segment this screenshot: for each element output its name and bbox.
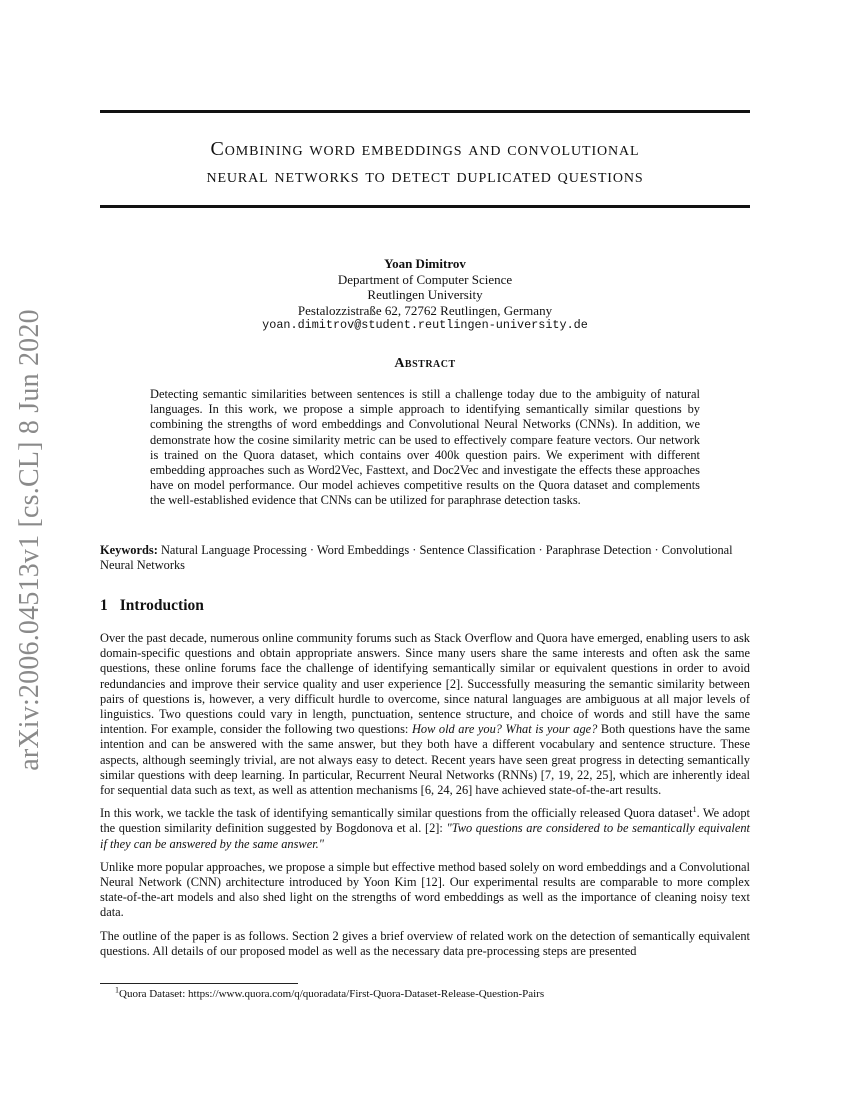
keywords-list: Natural Language Processing · Word Embeddings · Sentence Classification · Paraphrase Detection · Convolutional Neural Networks	[100, 543, 733, 573]
author-block	[100, 256, 750, 334]
title-top-rule	[100, 110, 750, 113]
footnote	[115, 985, 545, 1001]
keywords	[100, 543, 750, 573]
paragraph-1	[100, 631, 750, 798]
section-body	[100, 631, 750, 967]
section-heading	[100, 597, 204, 615]
author-address: Pestalozzistraße 62, 72762 Reutlingen, Germany	[297, 302, 553, 318]
p2-part-b: . We adopt the question similarity definition suggested by Bogdonova et al. [2]:	[100, 806, 750, 836]
footnote-rule	[100, 983, 298, 984]
title-bottom-rule	[100, 205, 750, 208]
abstract-heading: Abstract	[394, 356, 456, 371]
section-number: 1	[100, 597, 108, 614]
p1-example-questions: How old are you? What is your age?	[411, 722, 598, 737]
title-line-2: neural networks to detect duplicated questions	[206, 165, 644, 187]
p2-part-a: In this work, we tackle the task of identifying semantically similar questions from the officially released Quora dataset	[100, 806, 693, 821]
p2-definition-quote: "Two questions are considered to be semantically equivalent if they can be answered by the same answer."	[100, 821, 750, 851]
author-email[interactable]: yoan.dimitrov@student.reutlingen-university.de	[262, 318, 588, 332]
title-line-1: Combining word embeddings and convolutional	[210, 138, 640, 160]
author-university: Reutlingen University	[367, 287, 483, 302]
arxiv-id-text: arXiv:2006.04513v1 [cs.CL] 8 Jun 2020	[14, 309, 45, 771]
p1-part-b: Both questions have the same intention and can be answered with the same answer, but they both have a different vocabulary and sentence structure. These aspects, although seemingly trivial, are not always easy to detect. Recent years have seen great progress in detecting semantically similar questions with deep learning. In particular, Recurrent Neural Networks (RNNs) [7, 19, 22, 25], which are inherently ideal for sequential data such as text, as well as attention mechanisms [6, 24, 26] have achieved state-of-the-art results.	[100, 722, 750, 798]
keywords-label: Keywords:	[100, 543, 158, 557]
p1-part-a: Over the past decade, numerous online community forums such as Stack Overflow and Quora have emerged, enabling users to ask domain-specific questions and obtain appropriate answers. Since many users share the same interests and often ask the same questions, these online forums face the challenge of identifying semantically similar or equivalent questions in order to avoid redundancies and improve their service quality and user experience [2]. Successfully measuring the semantic similarity between pairs of questions is, however, a very difficult hurdle to overcome, since natural languages are ambiguous at all major levels of linguistics. Two questions could vary in length, punctuation, sentence structure, and choice of words and still have the same intention. For example, consider the following two questions:	[100, 631, 750, 737]
author-name: Yoan Dimitrov	[384, 256, 466, 271]
paper-title	[100, 136, 750, 190]
footnote-marker: 1	[115, 985, 119, 995]
author-department: Department of Computer Science	[337, 271, 513, 287]
paragraph-4: The outline of the paper is as follows. Section 2 gives a brief overview of related work on the detection of semantically equivalent questions. All details of our proposed model as well as the necessary data pre-processing steps are presented	[100, 928, 750, 958]
footnote-ref[interactable]: 1	[692, 805, 697, 815]
paragraph-3: Unlike more popular approaches, we propose a simple but effective method based solely on word embeddings and a Convolutional Neural Network (CNN) architecture introduced by Yoon Kim [12]. Our experimental results are comparable to more complex state-of-the-art models and also shed light on the strengths of word embeddings as well as the importance of cleaning noisy text data.	[100, 859, 750, 920]
abstract-text: Detecting semantic similarities between sentences is still a challenge today due to the ambiguity of natural languages. In this work, we propose a simple approach to identifying semantically similar questions by combining the strengths of word embeddings and Convolutional Neural Networks (CNNs). In addition, we demonstrate how the cosine similarity metric can be used to effectively compare feature vectors. Our network is trained on the Quora dataset, which contains over 400k question pairs. We experiment with different embedding approaches such as Word2Vec, Fasttext, and Doc2Vec and investigate the effects these approaches have on model performance. Our model achieves competitive results on the Quora dataset and complements the well-established evidence that CNNs can be utilized for paraphrase detection tasks.	[150, 387, 700, 508]
footnote-text[interactable]: Quora Dataset: https://www.quora.com/q/quoradata/First-Quora-Dataset-Release-Question-Pairs	[119, 988, 545, 1000]
section-title: Introduction	[119, 597, 204, 614]
paragraph-2	[100, 806, 750, 852]
arxiv-side-identifier	[12, 300, 48, 780]
